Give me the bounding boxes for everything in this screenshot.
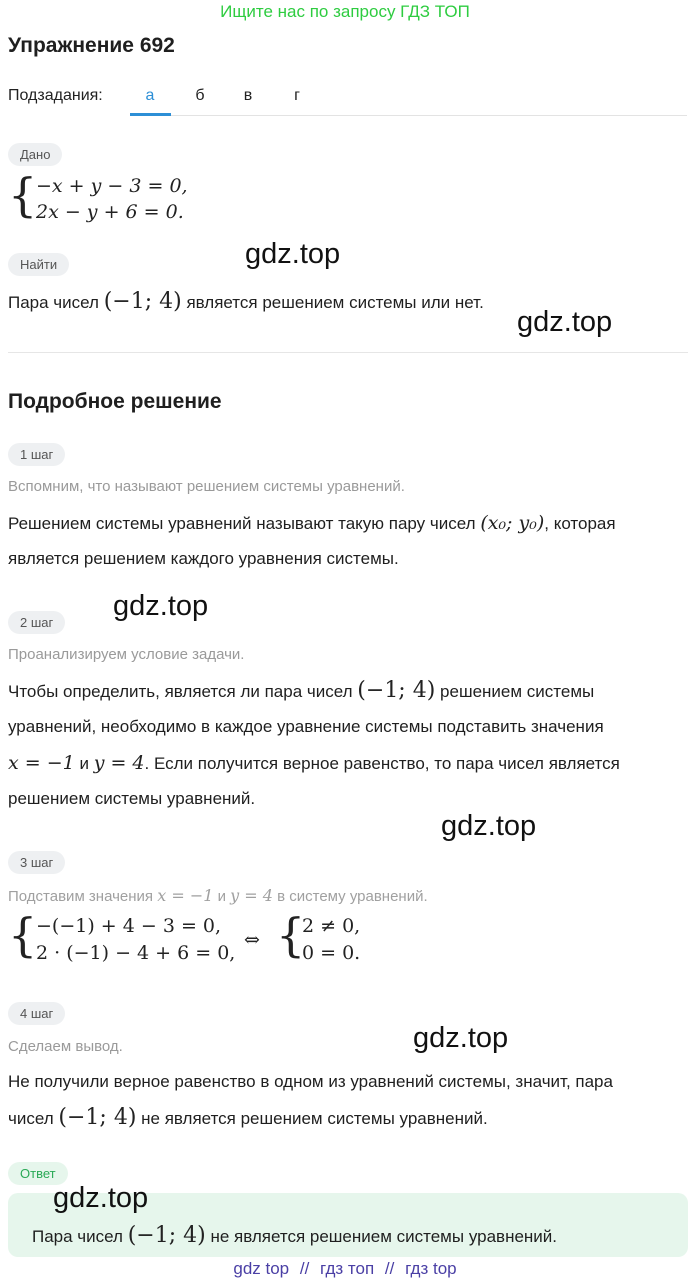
bottom-separator-1: // — [299, 1259, 310, 1278]
step-2-text-3: . Если получится верное равенство, то пара чисел является — [144, 754, 620, 773]
step-1-text-after: , которая — [544, 514, 616, 533]
step-4-pair: (−1; 4) — [58, 1105, 137, 1130]
find-text — [8, 284, 484, 321]
watermark: gdz.top — [245, 238, 341, 270]
step-3-left-eq-1: −(−1) + 4 − 3 = 0, — [36, 915, 222, 937]
answer-pair: (−1; 4) — [127, 1223, 206, 1248]
answer-text-before: Пара чисел — [32, 1227, 123, 1246]
bottom-link-1[interactable]: gdz top — [233, 1259, 290, 1278]
step-3-hint-x: x = −1 — [157, 886, 214, 905]
find-pair: (−1; 4) — [103, 289, 182, 314]
step-3-hint-after: в систему уравнений. — [277, 888, 428, 905]
find-text-before: Пара чисел — [8, 293, 99, 312]
step-2-y: y = 4 — [93, 752, 145, 774]
equivalence-arrow: ⇔ — [244, 929, 260, 951]
step-3-pill: 3 шаг — [8, 851, 65, 874]
answer-text-after: не является решением системы уравнений. — [210, 1227, 558, 1246]
tab-b[interactable]: б — [195, 87, 205, 104]
step-2-line-4: решением системы уравнений. — [8, 789, 256, 808]
step-4-pill: 4 шаг — [8, 1002, 65, 1025]
step-2-line-3 — [8, 745, 620, 782]
step-1-pill: 1 шаг — [8, 443, 65, 466]
step-1-hint: Вспомним, что называют решением системы уравнений. — [8, 478, 405, 495]
given-equation-2: 2x − y + 6 = 0. — [36, 201, 184, 223]
active-tab-indicator — [130, 113, 171, 116]
step-1-line-2: является решением каждого уравнения системы. — [8, 549, 399, 568]
step-2-and: и — [79, 754, 89, 773]
step-2-text-after: решением системы — [440, 682, 595, 701]
given-brace: { — [8, 168, 38, 222]
page-title: Упражнение 692 — [8, 34, 175, 57]
step-2-pill: 2 шаг — [8, 611, 65, 634]
tab-g[interactable]: г — [294, 87, 300, 104]
bottom-link-2[interactable]: гдз топ — [320, 1259, 375, 1278]
subtasks-label: Подзадания: — [8, 87, 103, 104]
section-divider — [8, 352, 688, 353]
step-4-text: чисел — [8, 1109, 54, 1128]
step-3-hint-y: y = 4 — [230, 886, 273, 905]
watermark: gdz.top — [517, 306, 613, 338]
step-3-right-brace: { — [276, 908, 306, 962]
step-4-line-2 — [8, 1100, 488, 1137]
step-1-line-1 — [8, 505, 616, 542]
watermark: gdz.top — [53, 1182, 149, 1214]
step-4-line-1: Не получили верное равенство в одном из уравнений системы, значит, пара — [8, 1072, 613, 1091]
step-3-left-brace: { — [8, 908, 38, 962]
watermark: gdz.top — [441, 810, 537, 842]
step-3-hint-and: и — [217, 888, 226, 905]
find-pill: Найти — [8, 253, 69, 276]
step-2-x: x = −1 — [8, 752, 75, 774]
step-2-text: Чтобы определить, является ли пара чисел — [8, 682, 353, 701]
given-equation-1: −x + y − 3 = 0, — [36, 175, 188, 197]
step-1-text: Решением системы уравнений называют такую пару чисел — [8, 514, 476, 533]
step-2-pair: (−1; 4) — [357, 678, 436, 703]
top-banner[interactable]: Ищите нас по запросу ГДЗ ТОП — [220, 2, 470, 21]
step-3-left-eq-2: 2 · (−1) − 4 + 6 = 0, — [36, 942, 236, 964]
step-3-right-eq-1: 2 ≠ 0, — [302, 915, 361, 937]
step-3-hint — [8, 886, 428, 905]
step-2-line-1 — [8, 673, 594, 710]
find-text-after: является решением системы или нет. — [186, 293, 484, 312]
step-2-hint: Проанализируем условие задачи. — [8, 646, 245, 663]
tab-a[interactable]: а — [145, 87, 155, 104]
step-1-math: (x₀; y₀) — [480, 512, 545, 534]
solution-title: Подробное решение — [8, 390, 222, 413]
bottom-links — [0, 1259, 690, 1279]
bottom-separator-2: // — [384, 1259, 395, 1278]
tabs-divider — [130, 115, 687, 116]
watermark: gdz.top — [413, 1022, 509, 1054]
bottom-link-3[interactable]: гдз top — [405, 1259, 457, 1278]
step-4-text-after: не является решением системы уравнений. — [141, 1109, 488, 1128]
watermark: gdz.top — [113, 590, 209, 622]
tab-v[interactable]: в — [243, 87, 253, 104]
step-3-hint-text: Подставим значения — [8, 888, 154, 905]
answer-text — [32, 1218, 557, 1255]
step-2-line-2: уравнений, необходимо в каждое уравнение системы подставить значения — [8, 717, 604, 736]
step-3-right-eq-2: 0 = 0. — [302, 942, 361, 964]
given-pill: Дано — [8, 143, 62, 166]
step-4-hint: Сделаем вывод. — [8, 1038, 123, 1055]
answer-pill: Ответ — [8, 1162, 68, 1185]
